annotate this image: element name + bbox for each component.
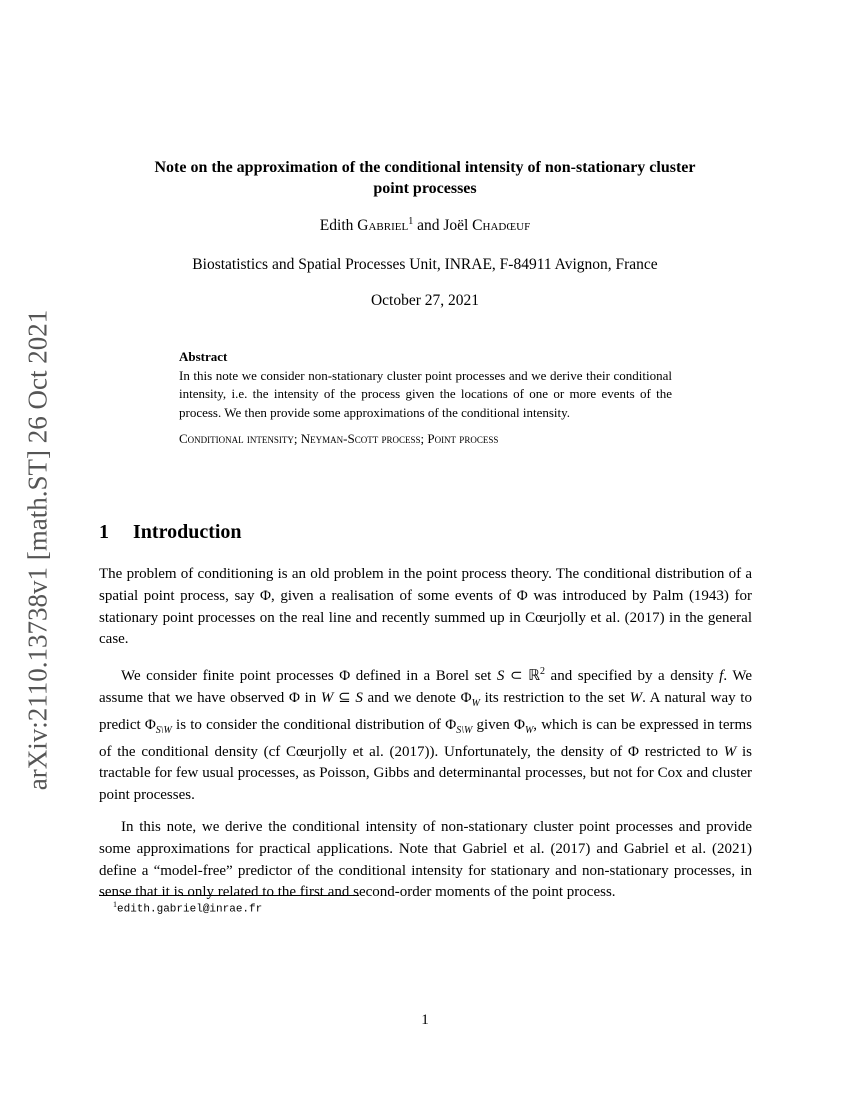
paper-title [95, 157, 755, 199]
title-line-2: point processes [373, 180, 477, 197]
author2-last-name: Chadœuf [472, 217, 531, 235]
keywords: Conditional intensity; Neyman-Scott process; Point process [179, 431, 499, 446]
footnote [113, 900, 262, 916]
paragraph-3: In this note, we derive the conditional intensity of non-stationary cluster point processes and provide some approximations for practical applications. Note that Gabriel et al. (2017) and Gabriel et al. (2021) define a “model-free” predictor of the conditional intensity for stationary and non-stationary processes, in sense that it is only related to the first and second-order moments of the point process. [99, 818, 752, 901]
date: October 27, 2021 [370, 292, 480, 309]
author-conjunction: and [417, 217, 440, 235]
section-title: Introduction [133, 521, 242, 543]
paragraph-1: The problem of conditioning is an old problem in the point process theory. The conditional distribution of a spatial point process, say Φ, given a realisation of some events of Φ was introduced by Palm (1943) for stationary point processes on the real line and recently summed up in Cœurjolly et al. (2017) in the general case. [99, 566, 752, 648]
author1-last-name: Gabriel [357, 217, 409, 235]
author2-first-name: Joël [443, 217, 469, 235]
footnote-email[interactable]: edith.gabriel@inrae.fr [117, 903, 263, 916]
footnote-mark: 1 [113, 900, 117, 909]
title-line-1: Note on the approximation of the conditional intensity of non-stationary cluster [154, 159, 696, 176]
arxiv-identifier: arXiv:2110.13738v1 [math.ST] 26 Oct 2021 [22, 309, 53, 791]
author1-first-name: Edith [319, 217, 354, 235]
footnote-rule [99, 895, 359, 896]
section-heading [99, 521, 242, 544]
abstract-text: In this note we consider non-stationary cluster point processes and we derive their conditional intensity, i.e. the intensity of the process given the locations of one or more events of the process. We then provide some approximations of the conditional intensity. [179, 367, 672, 420]
section-body [99, 564, 752, 914]
page-number: 1 [421, 1012, 429, 1028]
author1-footnote-mark: 1 [408, 216, 414, 227]
authors [95, 216, 755, 235]
abstract-heading: Abstract [179, 349, 228, 364]
abstract-block [179, 348, 672, 449]
paragraph-2: We consider finite point processes Φ defined in a Borel set S ⊂ ℝ$^2$ and specified by a density f. We assume that we have observed Φ in W ⊆ S and we denote $\Phi_W$ its restriction to the set W. A natural way to predict $\Phi_{S\backslash W}$ is to consider the conditional distribution of $\Phi_{S\backslash W}$ given $\Phi_W$, which is can be expressed in terms of the conditional density (cf Cœurjolly et al. (2017)). Unfortunately, the density of Φ restricted to W is tractable for few usual processes, as Poisson, Gibbs and determinantal processes, but not for Cox and cluster point processes. [99, 666, 753, 804]
section-number: 1 [99, 521, 109, 543]
affiliation: Biostatistics and Spatial Processes Unit, INRAE, F-84911 Avignon, France [192, 256, 658, 273]
